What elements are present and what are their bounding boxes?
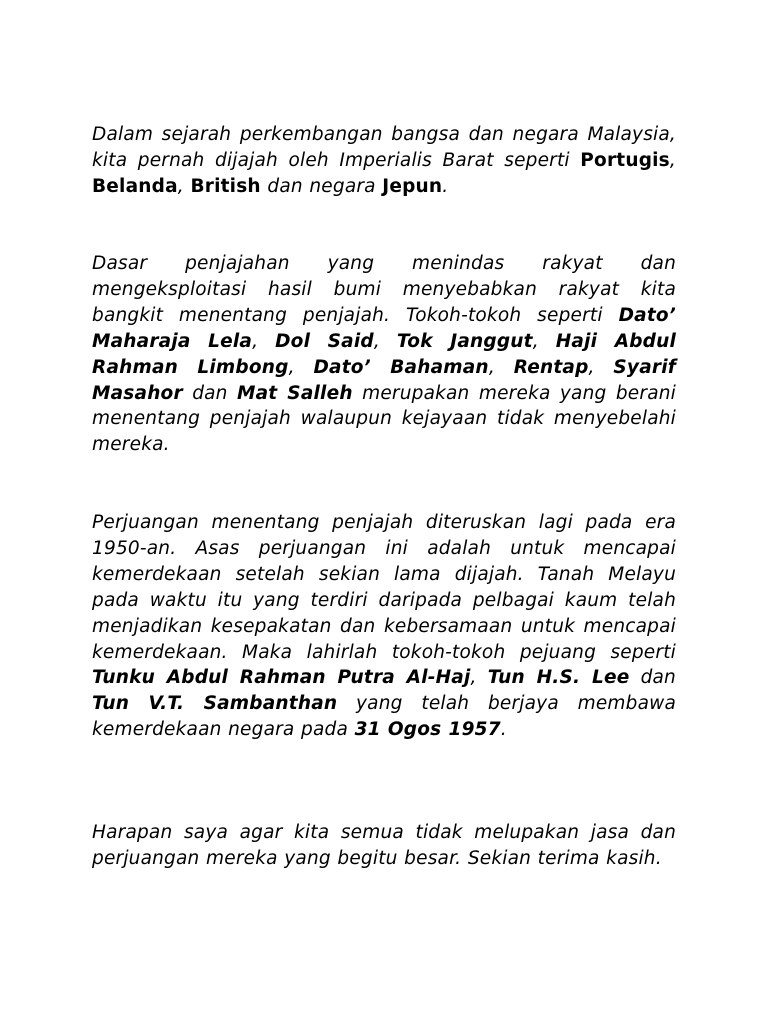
text-run: ,	[288, 356, 314, 378]
text-run: ,	[588, 356, 614, 378]
text-run: Dato’ Maharaja Lela	[92, 304, 676, 352]
text-run: 31 Ogos 1957	[354, 719, 501, 741]
text-run: .	[442, 175, 449, 197]
text-run: .	[500, 719, 507, 741]
text-run: Rentap	[513, 356, 589, 378]
text-run: Tun V.T. Sambanthan	[92, 693, 338, 715]
paragraph-3	[92, 510, 676, 743]
text-run: dan negara	[260, 175, 383, 197]
text-run: Dato’ Bahaman	[313, 356, 489, 378]
text-run: dan	[182, 382, 237, 404]
text-run: Tok Janggut	[396, 330, 533, 352]
text-run: Tunku Abdul Rahman Putra Al-Haj	[92, 667, 471, 689]
text-run: dan	[629, 667, 676, 689]
text-run: Jepun	[382, 175, 443, 197]
text-run: ,	[252, 330, 276, 352]
text-run: Dasar penjajahan yang menindas rakyat dan mengeksploitasi hasil bumi menyebabkan rakyat kita bangkit menentang penjajah. Tokoh-tokoh seperti	[92, 253, 676, 326]
text-run: Harapan saya agar kita semua tidak melupakan jasa dan perjuangan mereka yang begitu besar. Sekian terima kasih.	[92, 822, 676, 869]
text-run: ,	[669, 149, 676, 171]
paragraph-2	[92, 251, 676, 458]
text-run: Tun H.S. Lee	[487, 667, 630, 689]
text-run: Belanda	[92, 175, 178, 197]
text-run: ,	[470, 667, 488, 689]
text-run: ,	[373, 330, 397, 352]
text-run: Portugis	[580, 149, 670, 171]
paragraph-4	[92, 820, 676, 872]
text-run: Dol Said	[275, 330, 374, 352]
text-run: ,	[488, 356, 514, 378]
text-run: Syarif Masahor	[92, 356, 676, 404]
text-run: British	[190, 175, 261, 197]
paragraph-1	[92, 122, 676, 200]
text-run: ,	[532, 330, 556, 352]
text-run: Haji Abdul Rahman Limbong	[92, 330, 677, 378]
text-run: merupakan mereka yang berani menentang penjajah walaupun kejayaan tidak menyebelahi mereka.	[92, 382, 676, 456]
text-run: yang telah berjaya membawa kemerdekaan negara pada	[92, 693, 677, 741]
text-run: Perjuangan menentang penjajah diteruskan lagi pada era 1950-an. Asas perjuangan ini adalah untuk mencapai kemerdekaan setelah sekian lama dijajah. Tanah Melayu pada waktu itu yang terdiri daripada pelbagai kaum telah menjadikan kesepakatan dan kebersamaan untuk mencapai kemerdekaan. Maka lahirlah tokoh-tokoh pejuang seperti	[92, 512, 676, 663]
text-run: ,	[177, 175, 191, 197]
text-run: Mat Salleh	[237, 382, 353, 404]
text-run: Dalam sejarah perkembangan bangsa dan negara Malaysia, kita pernah dijajah oleh Imperialis Barat seperti	[92, 124, 676, 171]
